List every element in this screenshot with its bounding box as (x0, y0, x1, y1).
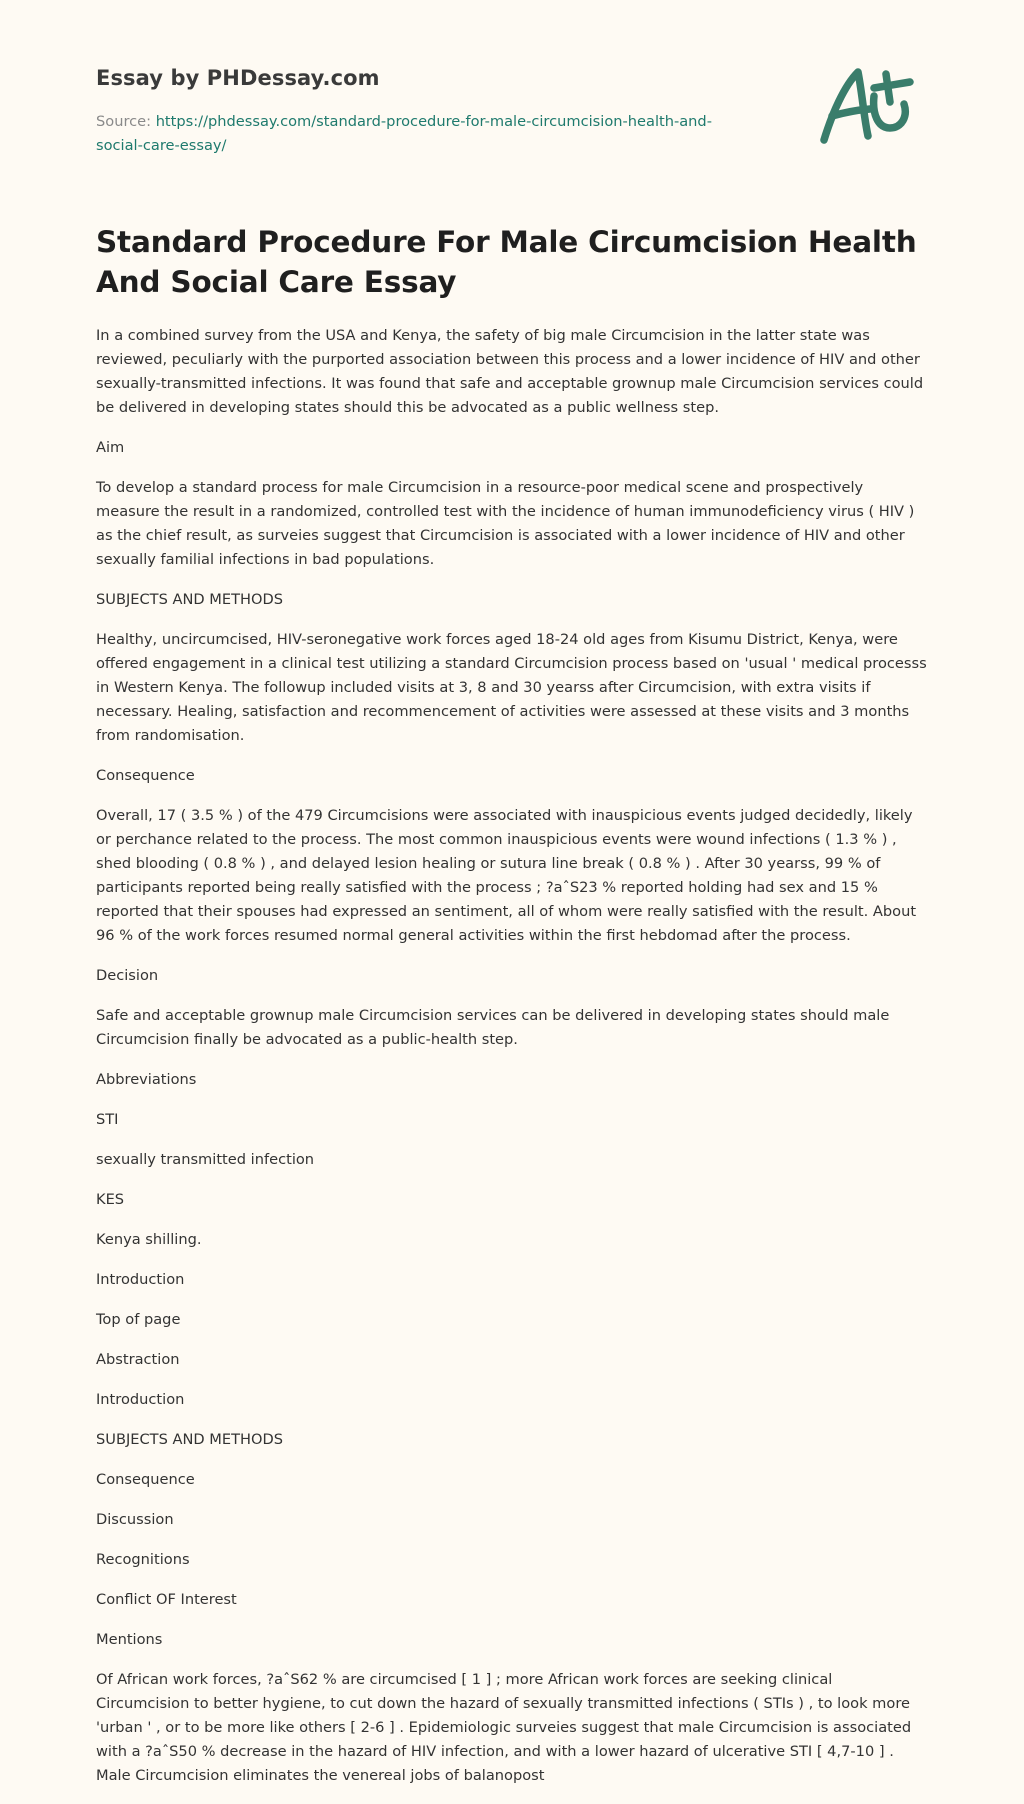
section-heading-decision: Decision (96, 967, 159, 984)
section-heading-subjects-methods: SUBJECTS AND METHODS (96, 591, 283, 608)
nav-line: Recognitions (96, 1551, 190, 1568)
a-plus-logo-icon (818, 66, 928, 168)
section-heading-abbreviations: Abbreviations (96, 1071, 197, 1088)
section-heading-aim: Aim (96, 439, 125, 456)
source-link[interactable]: https://phdessay.com/standard-procedure-for-male-circumcision-health-and-social-care-essay/ (96, 113, 712, 154)
paragraph: Safe and acceptable grownup male Circumcision services can be delivered in developing states should male Circumcision finally be advocated as a public-health step. (96, 1007, 890, 1048)
nav-line: SUBJECTS AND METHODS (96, 1431, 283, 1448)
abbreviation-definition: Kenya shilling. (96, 1231, 202, 1248)
abbreviation-definition: sexually transmitted infection (96, 1151, 315, 1168)
a-plus-logo-svg (818, 66, 928, 168)
nav-line: Top of page (96, 1311, 181, 1328)
nav-line: Introduction (96, 1271, 185, 1288)
abbreviation-term: KES (96, 1191, 125, 1208)
paragraph: To develop a standard process for male Circumcision in a resource-poor medical scene and prospectively measure the result in a randomized, controlled test with the incidence of human immunodeficiency virus ( HIV ) as the chief result, as surveies suggest that Circumcision is associated with a lower incidence of HIV and other sexually familial infections in bad populations. (96, 479, 915, 568)
nav-line: Mentions (96, 1631, 163, 1648)
paragraph: Of African work forces, ?aˆS62 % are circumcised [ 1 ] ; more African work forces are seeking clinical Circumcision to better hygiene, to cut down the hazard of sexually transmitted infections ( STIs ) , to look more 'urban ' , or to be more like others [ 2-6 ] . Epidemiologic surveies suggest that male Circumcision is associated with a ?aˆS50 % decrease in the hazard of HIV infection, and with a lower hazard of ulcerative STI [ 4,7-10 ] . Male Circumcision eliminates the venereal jobs of balanopost (96, 1671, 912, 1784)
nav-line: Abstraction (96, 1351, 180, 1368)
nav-line: Conflict OF Interest (96, 1591, 237, 1608)
abbreviation-term: STI (96, 1111, 119, 1128)
source-line (96, 110, 736, 158)
paragraph: In a combined survey from the USA and Kenya, the safety of big male Circumcision in the latter state was reviewed, peculiarly with the purported association between this process and a lower incidence of HIV and other sexually-transmitted infections. It was found that safe and acceptable grownup male Circumcision services could be delivered in developing states should this be advocated as a public wellness step. (96, 327, 924, 416)
nav-line: Consequence (96, 1471, 195, 1488)
section-heading-consequence: Consequence (96, 767, 195, 784)
nav-line: Discussion (96, 1511, 174, 1528)
paragraph: Overall, 17 ( 3.5 % ) of the 479 Circumcisions were associated with inauspicious events judged decidedly, likely or perchance related to the process. The most common inauspicious events were wound infections ( 1.3 % ) , shed blooding ( 0.8 % ) , and delayed lesion healing or sutura line break ( 0.8 % ) . After 30 yearss, 99 % of participants reported being really satisfied with the process ; ?aˆS23 % reported holding had sex and 15 % reported that their spouses had expressed an sentiment, all of whom were really satisfied with the result. About 96 % of the work forces resumed normal general activities within the first hebdomad after the process. (96, 807, 917, 944)
paragraph: Healthy, uncircumcised, HIV-seronegative work forces aged 18-24 old ages from Kisumu District, Kenya, were offered engagement in a clinical test utilizing a standard Circumcision process based on 'usual ' medical processs in Western Kenya. The followup included visits at 3, 8 and 30 yearss after Circumcision, with extra visits if necessary. Healing, satisfaction and recommencement of activities were assessed at these visits and 3 months from randomisation. (96, 631, 927, 744)
essay-body (96, 324, 928, 1804)
source-label: Source: (96, 113, 152, 130)
site-title: Essay by PHDessay.com (96, 66, 380, 90)
essay-title: Standard Procedure For Male Circumcision Health And Social Care Essay (96, 225, 917, 299)
nav-line: Introduction (96, 1391, 185, 1408)
